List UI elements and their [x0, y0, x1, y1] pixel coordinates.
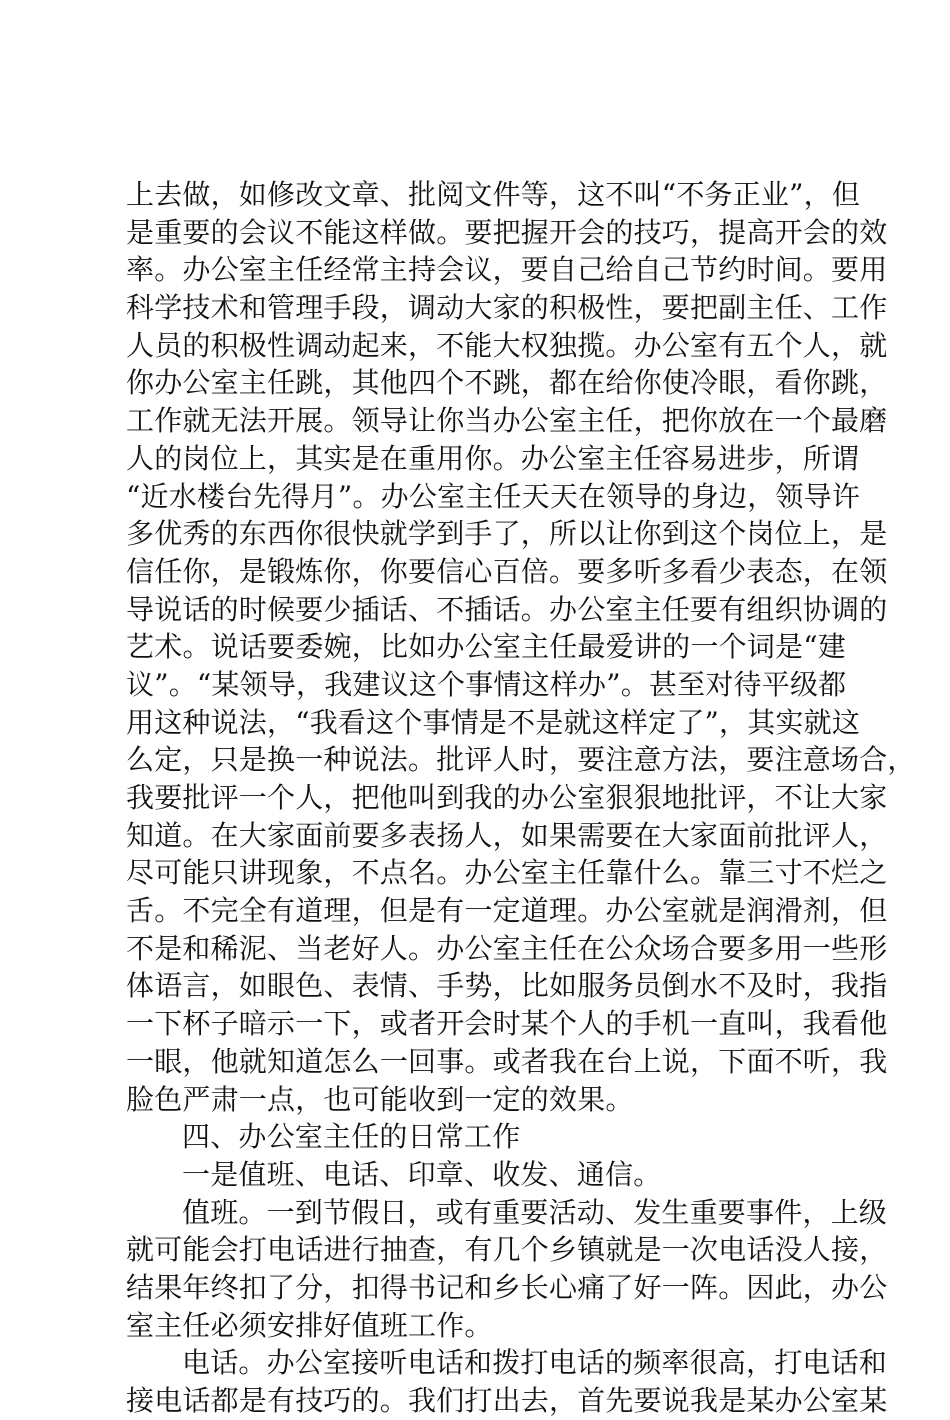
section-heading-line: 一是值班、电话、印章、收发、通信。 — [182, 1157, 662, 1191]
text-line: 信任你，是锻炼你，你要信心百倍。要多听多看少表态，在领 — [126, 554, 888, 588]
text-line: 知道。在大家面前要多表扬人，如果需要在大家面前批评人， — [126, 818, 888, 852]
text-line: 你办公室主任跳，其他四个不跳，都在给你使冷眼，看你跳， — [126, 366, 888, 400]
text-line: 值班。一到节假日，或有重要活动、发生重要事件，上级 — [182, 1195, 888, 1229]
text-line: 用这种说法，“我看这个事情是不是就这样定了”，其实就这 — [126, 705, 861, 739]
text-line: 议”。“某领导，我建议这个事情这样办”。甚至对待平级都 — [126, 667, 847, 701]
body-text — [126, 176, 916, 1420]
text-line: 室主任必须安排好值班工作。 — [126, 1308, 493, 1342]
text-line: 是重要的会议不能这样做。要把握开会的技巧，提高开会的效 — [126, 215, 888, 249]
text-line: “近水楼台先得月”。办公室主任天天在领导的身边，领导许 — [126, 479, 861, 513]
text-line: 脸色严肃一点，也可能收到一定的效果。 — [126, 1082, 634, 1116]
text-line: 么定，只是换一种说法。批评人时，要注意方法，要注意场合， — [126, 743, 916, 777]
text-line: 不是和稀泥、当老好人。办公室主任在公众场合要多用一些形 — [126, 931, 888, 965]
section-heading-line: 四、办公室主任的日常工作 — [182, 1120, 521, 1154]
text-line: 舌。不完全有道理，但是有一定道理。办公室就是润滑剂，但 — [126, 894, 888, 928]
text-line: 我要批评一个人，把他叫到我的办公室狠狠地批评，不让大家 — [126, 781, 888, 814]
text-line: 就可能会打电话进行抽查，有几个乡镇就是一次电话没人接， — [126, 1233, 888, 1267]
text-line: 尽可能只讲现象，不点名。办公室主任靠什么。靠三寸不烂之 — [126, 856, 888, 890]
text-line: 体语言，如眼色、表情、手势，比如服务员倒水不及时，我指 — [126, 969, 888, 1003]
text-line: 导说话的时候要少插话、不插话。办公室主任要有组织协调的 — [126, 592, 888, 626]
text-line: 一下杯子暗示一下，或者开会时某个人的手机一直叫，我看他 — [126, 1007, 888, 1041]
text-line: 艺术。说话要委婉，比如办公室主任最爱讲的一个词是“建 — [126, 630, 846, 664]
text-line: 结果年终扣了分，扣得书记和乡长心痛了好一阵。因此，办公 — [126, 1270, 888, 1304]
text-line: 工作就无法开展。领导让你当办公室主任，把你放在一个最磨 — [126, 404, 888, 438]
text-line: 科学技术和管理手段，调动大家的积极性，要把副主任、工作 — [126, 291, 888, 325]
text-line: 人的岗位上，其实是在重用你。办公室主任容易进步，所谓 — [126, 441, 860, 475]
text-line: 接电话都是有技巧的。我们打出去，首先要说我是某办公室某 — [126, 1384, 888, 1417]
text-line: 上去做，如修改文章、批阅文件等，这不叫“不务正业”，但 — [126, 178, 861, 211]
text-line: 一眼，他就知道怎么一回事。或者我在台上说，下面不听，我 — [126, 1044, 888, 1078]
text-line: 多优秀的东西你很快就学到手了，所以让你到这个岗位上，是 — [126, 517, 888, 551]
text-line: 人员的积极性调动起来，不能大权独揽。办公室有五个人，就 — [126, 328, 888, 362]
text-line: 电话。办公室接听电话和拨打电话的频率很高，打电话和 — [182, 1346, 888, 1380]
text-line: 率。办公室主任经常主持会议，要自己给自己节约时间。要用 — [126, 253, 888, 287]
